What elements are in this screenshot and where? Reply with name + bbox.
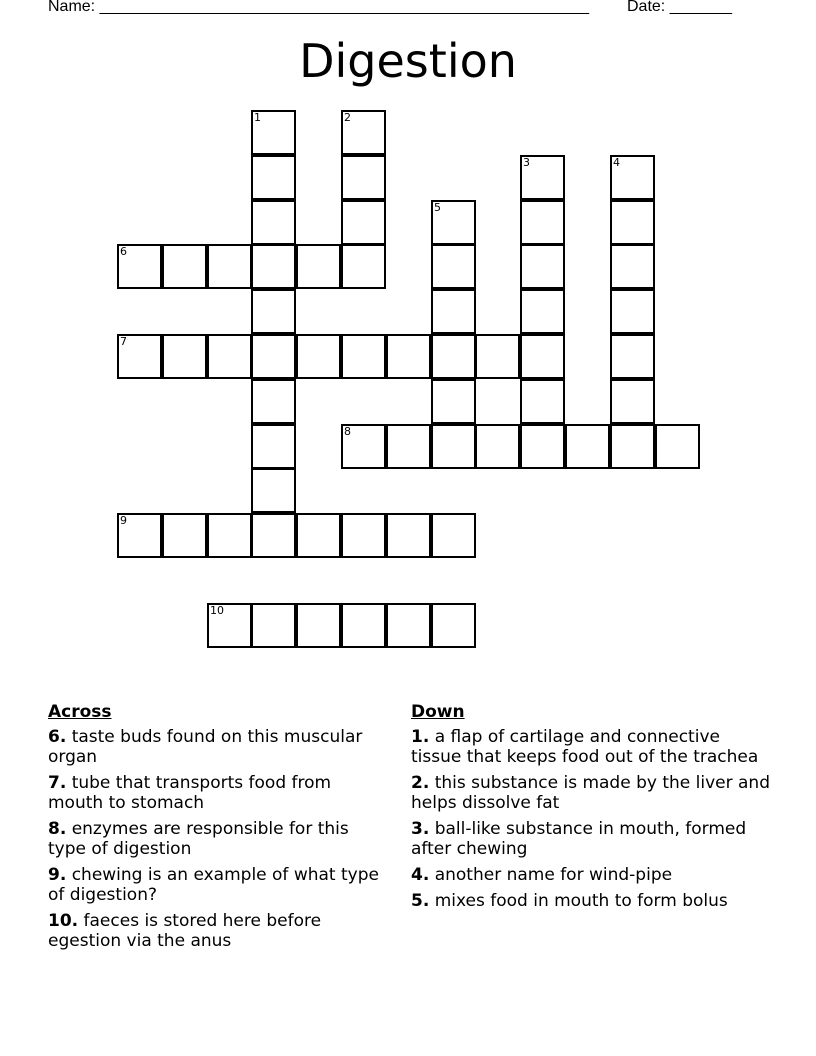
crossword-cell[interactable] — [520, 334, 565, 379]
crossword-cell[interactable] — [520, 244, 565, 289]
crossword-cell[interactable] — [341, 513, 386, 558]
crossword-cell[interactable] — [251, 244, 296, 289]
crossword-cell[interactable] — [162, 334, 207, 379]
down-heading: Down — [411, 702, 465, 722]
crossword-cell[interactable] — [341, 155, 386, 200]
crossword-cell[interactable] — [251, 155, 296, 200]
crossword-cell[interactable] — [520, 155, 565, 200]
clue-number: 3 — [523, 156, 530, 169]
crossword-cell[interactable] — [431, 513, 476, 558]
crossword-cell[interactable] — [386, 334, 431, 379]
crossword-cell[interactable] — [207, 244, 252, 289]
crossword-cell[interactable] — [431, 424, 476, 469]
crossword-cell[interactable] — [610, 289, 655, 334]
crossword-cell[interactable] — [296, 513, 341, 558]
crossword-cell[interactable] — [207, 603, 252, 648]
crossword-cell[interactable] — [251, 200, 296, 245]
crossword-cell[interactable] — [386, 603, 431, 648]
crossword-cell[interactable] — [431, 244, 476, 289]
crossword-cell[interactable] — [251, 110, 296, 155]
clue-across-6: 6. taste buds found on this muscular organ — [48, 727, 363, 767]
clue-number: 5 — [434, 201, 441, 214]
crossword-cell[interactable] — [655, 424, 700, 469]
crossword-cell[interactable] — [251, 513, 296, 558]
crossword-cell[interactable] — [251, 468, 296, 513]
crossword-cell[interactable] — [565, 424, 610, 469]
clue-across-8: 8. enzymes are responsible for this type of digestion — [48, 819, 349, 859]
clue-down-3: 3. ball-like substance in mouth, formed after chewing — [411, 819, 747, 859]
crossword-cell[interactable] — [117, 513, 162, 558]
crossword-cell[interactable] — [431, 603, 476, 648]
crossword-cell[interactable] — [431, 379, 476, 424]
crossword-cell[interactable] — [610, 155, 655, 200]
crossword-cell[interactable] — [386, 424, 431, 469]
crossword-cell[interactable] — [251, 379, 296, 424]
crossword-cell[interactable] — [296, 244, 341, 289]
crossword-cell[interactable] — [475, 424, 520, 469]
crossword-cell[interactable] — [610, 334, 655, 379]
clue-down-1: 1. a flap of cartilage and connective tissue that keeps food out of the trachea — [411, 727, 759, 767]
page-title: Digestion — [299, 34, 517, 88]
crossword-cell[interactable] — [341, 424, 386, 469]
across-heading: Across — [48, 702, 112, 722]
crossword-cell[interactable] — [610, 424, 655, 469]
clue-down-2: 2. this substance is made by the liver and helps dissolve fat — [411, 773, 770, 813]
crossword-cell[interactable] — [341, 244, 386, 289]
crossword-cell[interactable] — [251, 424, 296, 469]
down-clues — [411, 702, 771, 917]
crossword-cell[interactable] — [207, 334, 252, 379]
clue-number: 10 — [210, 604, 224, 617]
clue-number: 2 — [344, 111, 351, 124]
clue-number: 8 — [344, 425, 351, 438]
crossword-cell[interactable] — [207, 513, 252, 558]
crossword-cell[interactable] — [475, 334, 520, 379]
crossword-cell[interactable] — [162, 244, 207, 289]
date-field-label[interactable]: Date: _______ — [627, 0, 732, 15]
clue-across-10: 10. faeces is stored here before egestion via the anus — [48, 911, 322, 951]
crossword-cell[interactable] — [341, 200, 386, 245]
clue-down-5: 5. mixes food in mouth to form bolus — [411, 891, 728, 911]
crossword-cell[interactable] — [520, 379, 565, 424]
across-clues — [48, 702, 388, 957]
crossword-cell[interactable] — [520, 289, 565, 334]
crossword-cell[interactable] — [162, 513, 207, 558]
crossword-cell[interactable] — [251, 603, 296, 648]
crossword-cell[interactable] — [610, 200, 655, 245]
clue-number: 7 — [120, 335, 127, 348]
clue-number: 1 — [254, 111, 261, 124]
clue-number: 4 — [613, 156, 620, 169]
crossword-cell[interactable] — [431, 334, 476, 379]
crossword-cell[interactable] — [251, 289, 296, 334]
crossword-cell[interactable] — [117, 244, 162, 289]
crossword-cell[interactable] — [610, 244, 655, 289]
name-field-label[interactable]: Name: _______________________________________________________ — [48, 0, 589, 15]
crossword-cell[interactable] — [610, 379, 655, 424]
crossword-cell[interactable] — [386, 513, 431, 558]
clue-down-4: 4. another name for wind-pipe — [411, 865, 673, 885]
crossword-cell[interactable] — [431, 289, 476, 334]
clue-number: 6 — [120, 245, 127, 258]
crossword-cell[interactable] — [296, 334, 341, 379]
clue-across-7: 7. tube that transports food from mouth to stomach — [48, 773, 332, 813]
crossword-cell[interactable] — [520, 200, 565, 245]
crossword-cell[interactable] — [341, 603, 386, 648]
crossword-cell[interactable] — [341, 110, 386, 155]
clue-number: 9 — [120, 514, 127, 527]
crossword-cell[interactable] — [117, 334, 162, 379]
clue-across-9: 9. chewing is an example of what type of digestion? — [48, 865, 379, 905]
crossword-cell[interactable] — [251, 334, 296, 379]
crossword-cell[interactable] — [431, 200, 476, 245]
crossword-cell[interactable] — [520, 424, 565, 469]
crossword-cell[interactable] — [341, 334, 386, 379]
crossword-cell[interactable] — [296, 603, 341, 648]
